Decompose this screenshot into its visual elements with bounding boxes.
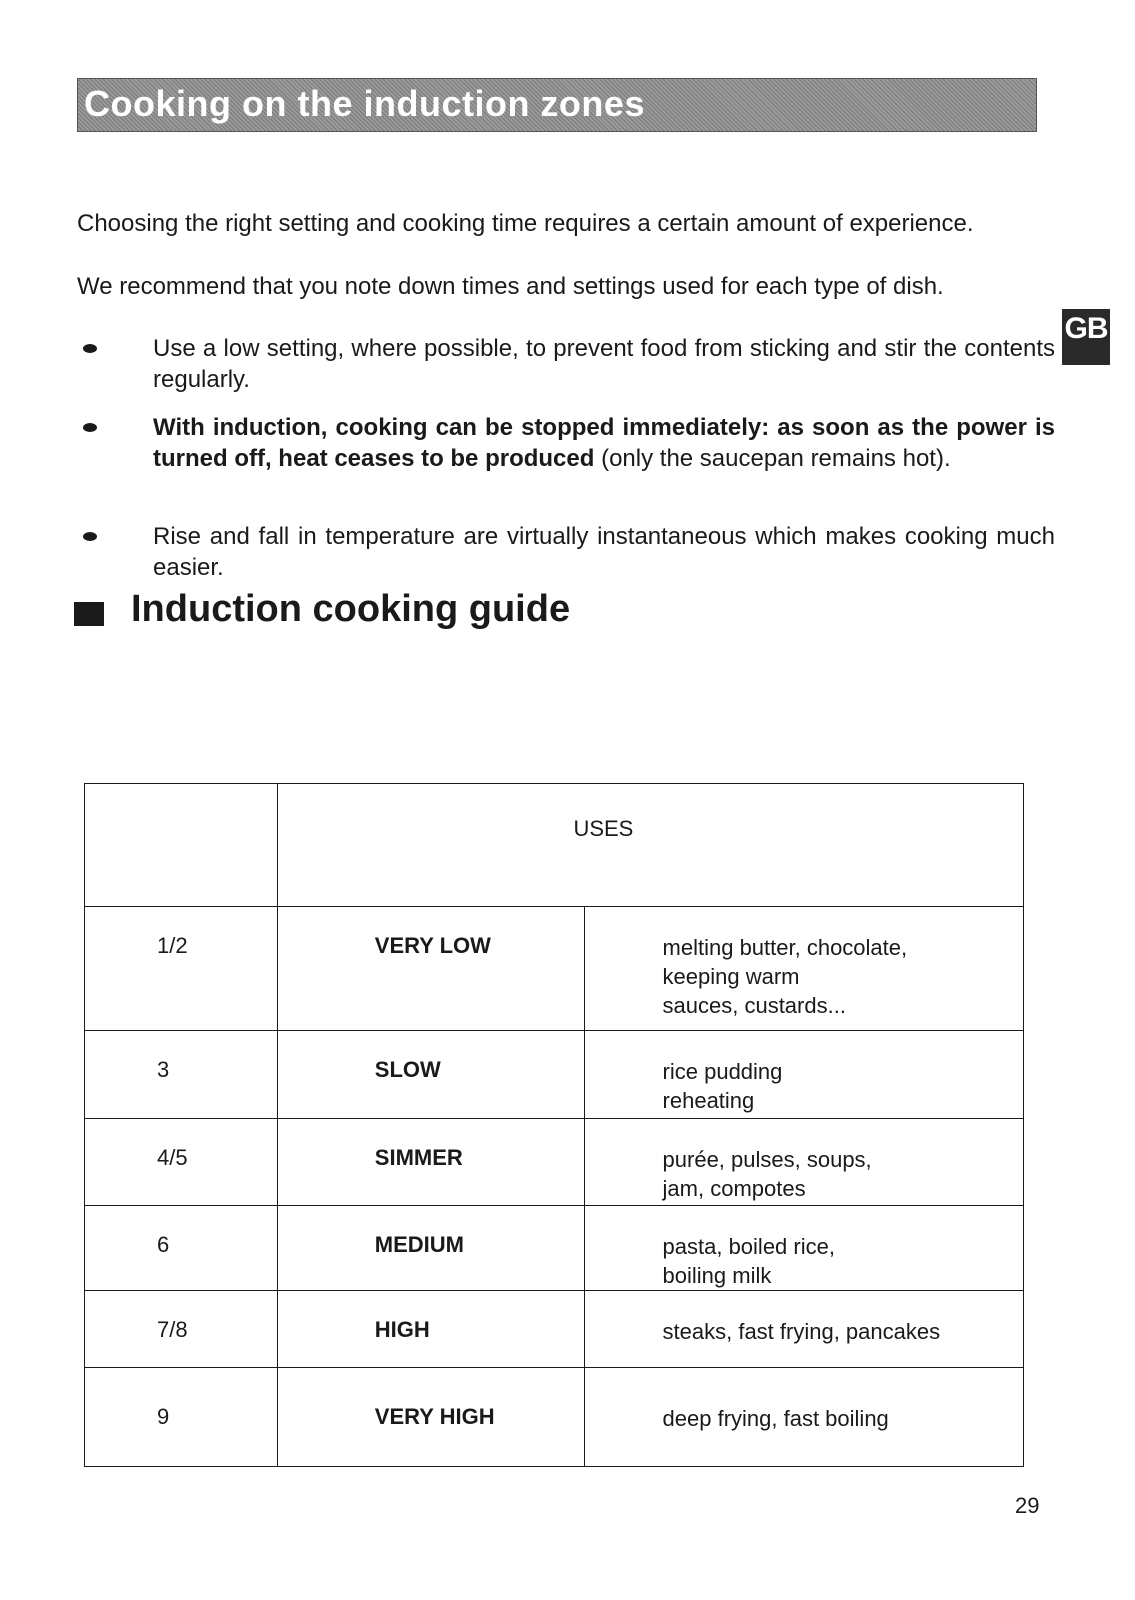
table-header-empty-cell: [85, 784, 278, 907]
setting-cell: 9: [85, 1368, 278, 1467]
page-title-bar: [77, 78, 1037, 132]
level-cell: VERY LOW: [277, 907, 584, 1031]
bullet-dot-icon: [83, 532, 97, 541]
table-row: [85, 1119, 1024, 1206]
use-line: keeping warm: [662, 964, 800, 989]
bullet-dot-icon: [83, 423, 97, 432]
use-line: pasta, boiled rice,: [662, 1234, 835, 1259]
uses-cell: [584, 1119, 1023, 1206]
table-row: [85, 1368, 1024, 1467]
use-line: jam, compotes: [662, 1176, 806, 1201]
use-line: sauces, custards...: [662, 993, 846, 1018]
bullet-text: Use a low setting, where possible, to prevent food from sticking and stir the contents regularly.: [153, 335, 1055, 393]
table-row: [85, 1206, 1024, 1291]
section-heading: [74, 588, 874, 638]
use-line: purée, pulses, soups,: [662, 1147, 872, 1172]
table-row: [85, 907, 1024, 1031]
use-line: reheating: [662, 1088, 755, 1113]
use-line: deep frying, fast boiling: [662, 1406, 889, 1431]
setting-cell: 6: [85, 1206, 278, 1291]
table-row: [85, 1291, 1024, 1368]
bullet-text: [153, 412, 1055, 474]
uses-cell: [584, 1368, 1023, 1467]
use-line: melting butter, chocolate,: [662, 935, 908, 960]
setting-cell: 3: [85, 1031, 278, 1119]
page-number: 29: [1015, 1493, 1040, 1518]
level-cell: VERY HIGH: [277, 1368, 584, 1467]
page-title: Cooking on the induction zones: [84, 83, 645, 124]
intro-paragraph-2: We recommend that you note down times and settings used for each type of dish.: [77, 273, 944, 300]
level-cell: HIGH: [277, 1291, 584, 1368]
table-header-row: [85, 784, 1024, 907]
uses-cell: [584, 1031, 1023, 1119]
square-bullet-icon: [74, 602, 104, 626]
use-line: rice pudding: [662, 1059, 783, 1084]
bullet-text: Rise and fall in temperature are virtually instantaneous which makes cooking much easier.: [153, 523, 1055, 581]
uses-cell: [584, 1206, 1023, 1291]
induction-cooking-guide-table: [84, 783, 1024, 1467]
level-cell: SIMMER: [277, 1119, 584, 1206]
uses-header: USES: [277, 784, 1023, 907]
setting-cell: 1/2: [85, 907, 278, 1031]
use-line: steaks, fast frying, pancakes: [662, 1319, 941, 1344]
uses-cell: [584, 1291, 1023, 1368]
setting-cell: 7/8: [85, 1291, 278, 1368]
level-cell: SLOW: [277, 1031, 584, 1119]
bullet-dot-icon: [83, 344, 97, 353]
language-tab-gb: GB: [1062, 309, 1110, 365]
section-title: Induction cooking guide: [131, 588, 571, 630]
uses-cell: [584, 907, 1023, 1031]
use-line: boiling milk: [662, 1263, 772, 1288]
bullet-bold-text: With induction, cooking can be stopped immediately: as soon as the power is turned off, heat ceases to be produced: [153, 414, 1055, 472]
bullet-normal-text: (only the saucepan remains hot).: [594, 445, 951, 472]
intro-paragraph-1: Choosing the right setting and cooking time requires a certain amount of experience.: [77, 210, 974, 237]
table-row: [85, 1031, 1024, 1119]
level-cell: MEDIUM: [277, 1206, 584, 1291]
setting-cell: 4/5: [85, 1119, 278, 1206]
